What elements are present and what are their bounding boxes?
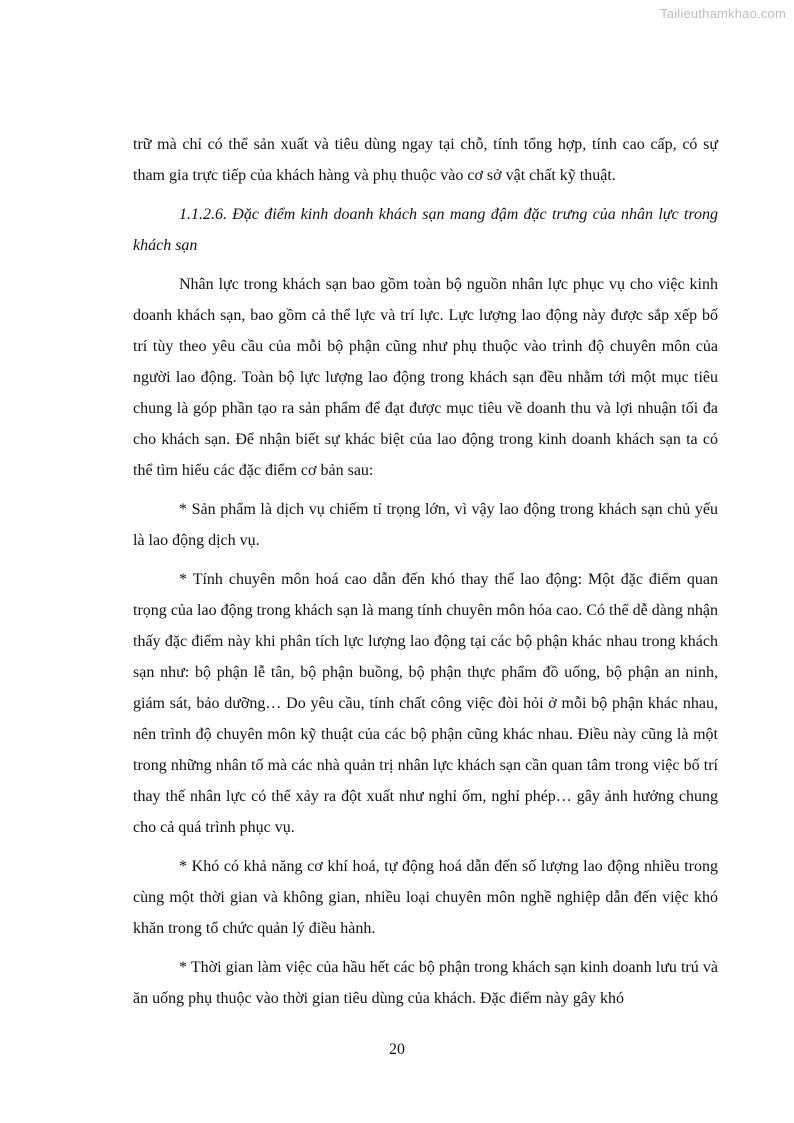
paragraph-bullet-3: * Khó có khả năng cơ khí hoá, tự động hoá dẫn đến số lượng lao động nhiều trong cùng một thời gian và không gian, nhiều loại chuyên môn nghề nghiệp dẫn đến việc khó khăn trong tổ chức quản lý điều hành. (133, 858, 718, 937)
section-heading: 1.1.2.6. Đặc điểm kinh doanh khách sạn mang đậm đặc trưng của nhân lực trong khách sạn (133, 206, 718, 254)
paragraph-bullet-2: * Tính chuyên môn hoá cao dẫn đến khó thay thế lao động: Một đặc điểm quan trọng của lao động trong khách sạn là mang tính chuyên môn hóa cao. Có thể dễ dàng nhận thấy đặc điểm này khi phân tích lực lượng lao động tại các bộ phận khác nhau trong khách sạn như: bộ phận lễ tân, bộ phận buồng, bộ phận thực phẩm đồ uống, bộ phận an ninh, giám sát, bảo dưỡng… Do yêu cầu, tính chất công việc đòi hỏi ở mỗi bộ phận khác nhau, nên trình độ chuyên môn kỹ thuật của các bộ phận cũng khác nhau. Điều này cũng là một trong những nhân tố mà các nhà quản trị nhân lực khách sạn cần quan tâm trong việc bố trí thay thế nhân lực có thể xảy ra đột xuất như nghỉ ốm, nghỉ phép… gây ảnh hưởng chung cho cả quá trình phục vụ. (133, 571, 718, 836)
paragraph-bullet-4: * Thời gian làm việc của hầu hết các bộ phận trong khách sạn kinh doanh lưu trú và ăn uống phụ thuộc vào thời gian tiêu dùng của khách. Đặc điểm này gây khó (133, 959, 718, 1007)
paragraph-bullet-1: * Sản phẩm là dịch vụ chiếm tỉ trọng lớn, vì vậy lao động trong khách sạn chủ yếu là lao động dịch vụ. (133, 501, 718, 549)
page-number: 20 (389, 1041, 405, 1058)
body-text (133, 129, 718, 1014)
paragraph-intro: Nhân lực trong khách sạn bao gồm toàn bộ nguồn nhân lực phục vụ cho việc kinh doanh khách sạn, bao gồm cả thể lực và trí lực. Lực lượng lao động này được sắp xếp bố trí tùy theo yêu cầu của mỗi bộ phận cũng như phụ thuộc vào trình độ chuyên môn của người lao động. Toàn bộ lực lượng lao động trong khách sạn đều nhằm tới một mục tiêu chung là góp phần tạo ra sản phẩm để đạt được mục tiêu về doanh thu và lợi nhuận tối đa cho khách sạn. Để nhận biết sự khác biệt của lao động trong kinh doanh khách sạn ta có thể tìm hiểu các đặc điểm cơ bản sau: (133, 276, 718, 479)
paragraph-continuation: trữ mà chỉ có thể sản xuất và tiêu dùng ngay tại chỗ, tính tổng hợp, tính cao cấp, có sự tham gia trực tiếp của khách hàng và phụ thuộc vào cơ sở vật chất kỹ thuật. (133, 136, 718, 184)
watermark: Tailieuthamkhao.com (660, 6, 786, 21)
